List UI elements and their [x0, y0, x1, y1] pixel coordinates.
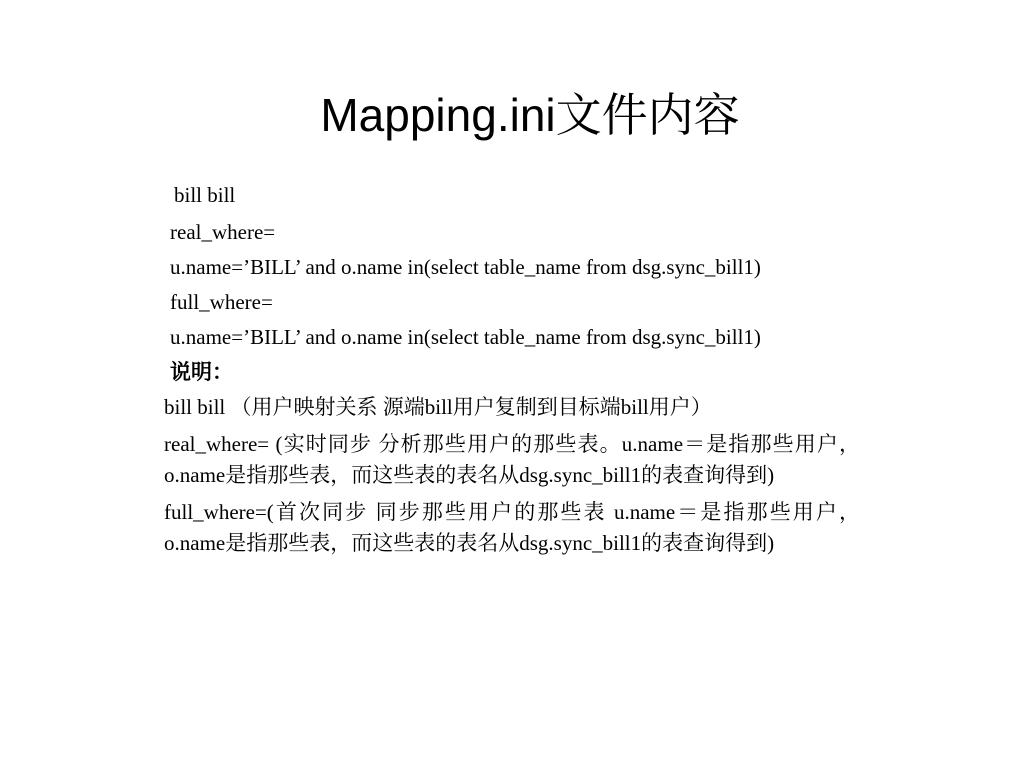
slide-title: Mapping.ini文件内容: [320, 89, 740, 141]
bill-line: bill bill: [174, 183, 236, 207]
note-full-where: full_where=(首次同步 同步那些用户的那些表 u.name＝是指那些用户，o.name是指那些表，而这些表的表名从dsg.sync_bill1的表查询得到): [164, 500, 860, 555]
note-heading: 说明：: [170, 360, 233, 384]
full-where-label: full_where=: [170, 290, 273, 314]
real-where-label: real_where=: [170, 220, 276, 244]
slide-body: [164, 180, 860, 559]
note-real-where: real_where= (实时同步 分析那些用户的那些表。u.name＝是指那些用户，o.name是指那些表，而这些表的表名从dsg.sync_bill1的表查询得到): [164, 432, 860, 487]
real-where-value: u.name=’BILL’ and o.name in(select table_name from dsg.sync_bill1): [170, 255, 761, 279]
full-where-value: u.name=’BILL’ and o.name in(select table_name from dsg.sync_bill1): [170, 325, 761, 349]
note-bill: bill bill （用户映射关系 源端bill用户复制到目标端bill用户）: [164, 395, 712, 419]
